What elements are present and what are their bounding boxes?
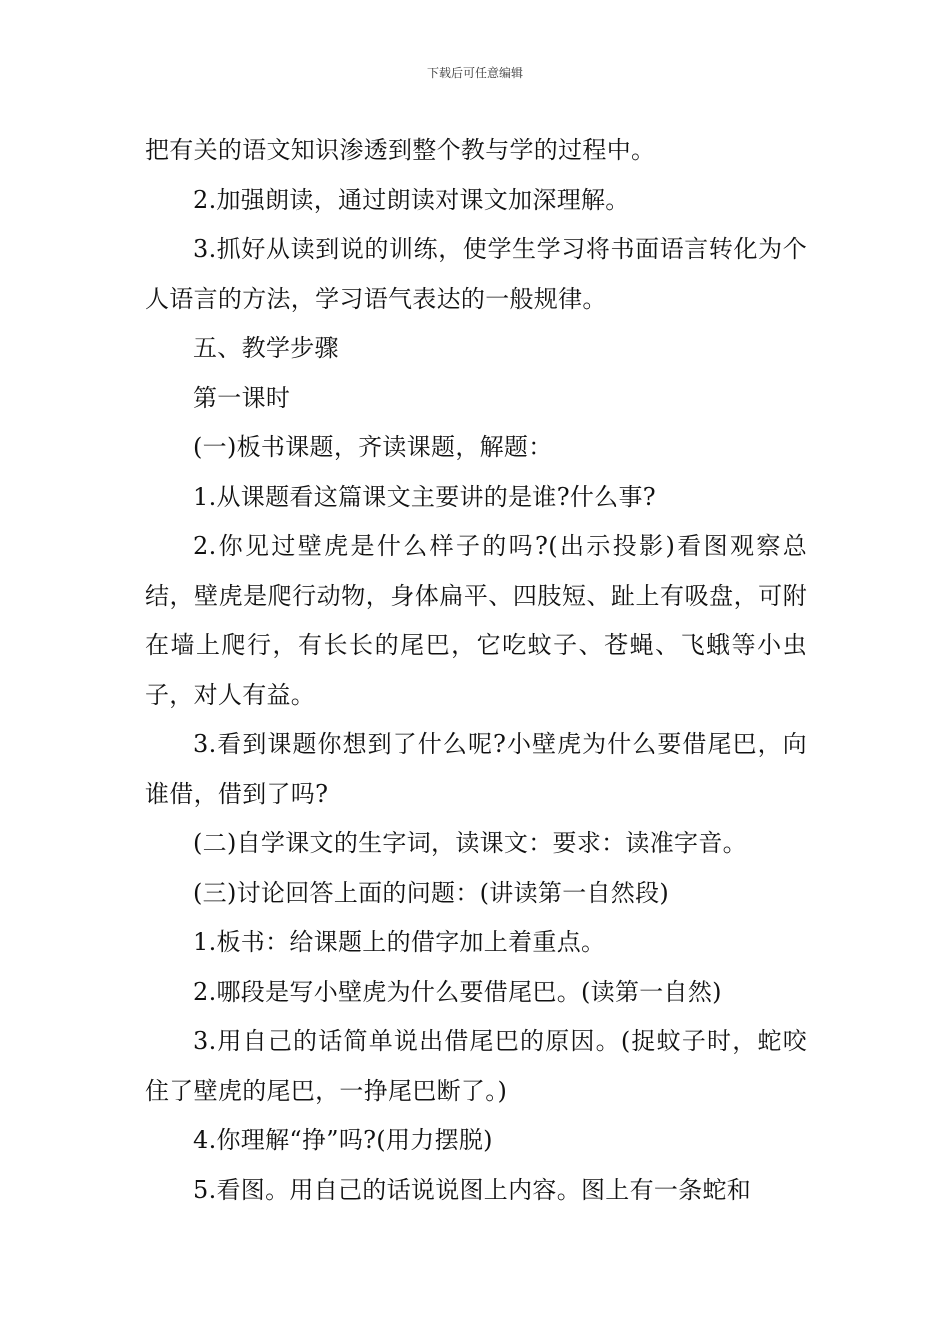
paragraph: (三)讨论回答上面的问题：(讲读第一自然段) <box>193 878 670 907</box>
paragraph: 3.看到课题你想到了什么呢?小壁虎为什么要借尾巴，向谁借，借到了吗? <box>145 730 807 808</box>
page-header-note: 下载后可任意编辑 <box>426 66 523 80</box>
paragraph: 1.从课题看这篇课文主要讲的是谁?什么事? <box>193 482 656 511</box>
paragraph: 2.加强朗读，通过朗读对课文加深理解。 <box>193 185 630 214</box>
paragraph: 3.用自己的话简单说出借尾巴的原因。(捉蚊子时，蛇咬住了壁虎的尾巴，一挣尾巴断了。) <box>145 1027 807 1105</box>
paragraph: 2.你见过壁虎是什么样子的吗?(出示投影)看图观察总结，壁虎是爬行动物，身体扁平、四肢短、趾上有吸盘，可附在墙上爬行，有长长的尾巴，它吃蚊子、苍蝇、飞蛾等小虫子，对人有益。 <box>145 532 807 709</box>
paragraph: 2.哪段是写小壁虎为什么要借尾巴。(读第一自然) <box>193 977 722 1006</box>
lesson-heading: 第一课时 <box>193 383 291 412</box>
paragraph: 5.看图。用自己的话说说图上内容。图上有一条蛇和 <box>193 1175 752 1204</box>
paragraph: 4.你理解“挣”吗?(用力摆脱) <box>193 1126 493 1154</box>
paragraph: 3.抓好从读到说的训练，使学生学习将书面语言转化为个人语言的方法，学习语气表达的一般规律。 <box>145 235 807 313</box>
paragraph: (二)自学课文的生字词，读课文：要求：读准字音。 <box>193 829 747 857</box>
paragraph: (一)板书课题，齐读课题，解题： <box>193 433 553 461</box>
document-body <box>145 126 807 1215</box>
paragraph: 1.板书：给课题上的借字加上着重点。 <box>193 928 606 956</box>
paragraph: 把有关的语文知识渗透到整个教与学的过程中。 <box>145 136 656 164</box>
section-heading: 五、教学步骤 <box>193 334 339 362</box>
